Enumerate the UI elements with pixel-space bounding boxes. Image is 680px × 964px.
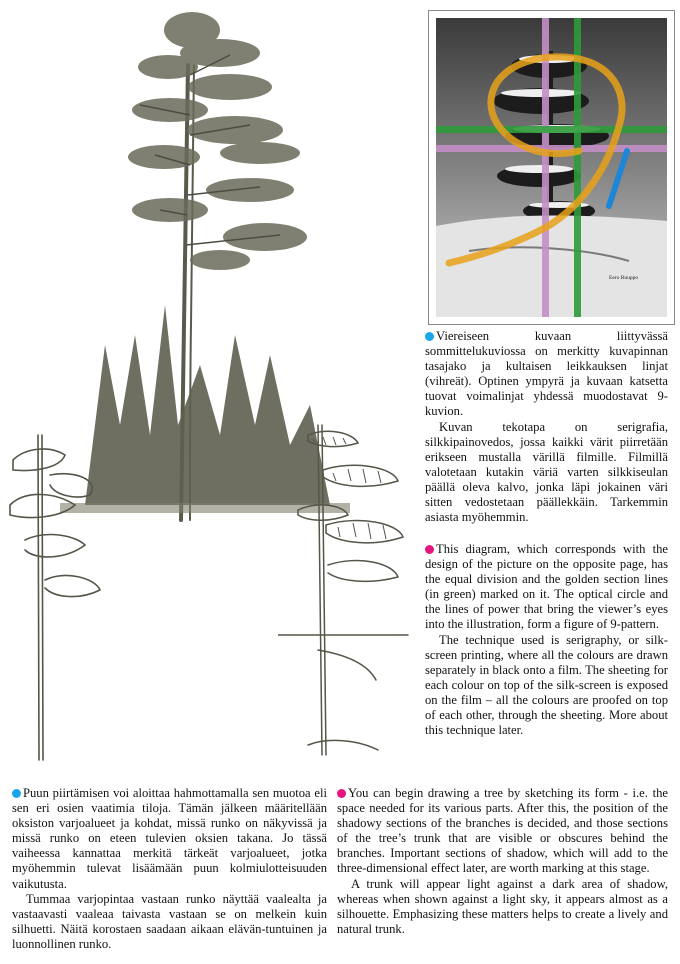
- body-fi-paragraph-1: Puun piirtämisen voi aloittaa hahmottamalla sen muotoa eli sen eri osien vaatimia tiloja. Tämän jälkeen määritellään oksiston varjoalueet ja kohdat, missä runko on näkyvissä ja missä runko on eteen tulevien oksien takana. Jo tässä vaiheessa kannattaa merkitä tärkeät varjoalueet, jotka myöhemmin tulevat lisäämään puun kolmiulotteisuuden vaikutusta.: [12, 786, 327, 891]
- small-tree-sketch-right: [278, 415, 418, 760]
- composition-diagram: [429, 11, 674, 324]
- caption-en-paragraph-2: The technique used is serigraphy, or silk-screen printing, where all the colours are drawn separately in black onto a film. The sheeting for each colour on top of the silk-screen is exposed on the film – all the colours are proofed on top of each other, through the sheeting. More about this technique later.: [425, 632, 668, 738]
- small-tree-sketch-left: [5, 420, 125, 765]
- caption-fi-paragraph-1: Viereiseen kuvaan liittyvässä sommittelukuviossa on merkitty kuvapinnan tasajako ja kultaisen leikkauksen linjat (vihreät). Optinen ympyrä ja kuvaan katsetta tuovat voimalinjat yhdessä muodostavat 9-kuvion.: [425, 329, 668, 419]
- body-fi-paragraph-2: Tummaa varjopintaa vastaan runko näyttää vaalealta ja vastaavasti vaaleaa taivasta vastaan se on melkein kuin silhuetti. Näitä korostaen saadaan aikaan elävän-tuntuinen ja luonnollinen runko.: [12, 891, 327, 951]
- composition-diagram-frame: [428, 10, 675, 325]
- magenta-bullet-icon: [425, 545, 434, 554]
- magenta-bullet-icon: [337, 789, 346, 798]
- caption-en: [425, 542, 668, 738]
- body-en: [337, 786, 668, 937]
- body-en-paragraph-1: You can begin drawing a tree by sketching its form - i.e. the space needed for its various parts. After this, the position of the shadowy sections of the branches is decided, and those sections of the tree’s trunk that are visible or obscures behind the branches. Important sections of shadow, which will add to the three-dimensional effect later, are worth marking at this stage.: [337, 786, 668, 876]
- body-fi: [12, 786, 327, 952]
- artist-signature: Eero Ruuppo: [609, 275, 639, 281]
- caption-fi-paragraph-2: Kuvan tekotapa on serigrafia, silkkipainovedos, jossa kaikki värit piirretään erikseen mustalla värillä filmille. Filmillä valotetaan kutakin väriä varten silkkiseulan päällä oleva kalvo, jonka läpi jokainen väri sitten vedostetaan päällekkäin. Tarkemmin asiasta myöhemmin.: [425, 419, 668, 525]
- blue-bullet-icon: [12, 789, 21, 798]
- caption-fi: [425, 329, 668, 525]
- body-en-paragraph-2: A trunk will appear light against a dark area of shadow, whereas when shown against a light sky, it appears almost as a silhouette. Emphasizing these matters helps to create a lively and natural trunk.: [337, 876, 668, 936]
- blue-bullet-icon: [425, 332, 434, 341]
- caption-en-paragraph-1: This diagram, which corresponds with the design of the picture on the opposite page, has the equal division and the golden section lines (in green) marked on it. The optical circle and the lines of power that bring the viewer’s eyes into the illustration, form a figure of 9-pattern.: [425, 542, 668, 632]
